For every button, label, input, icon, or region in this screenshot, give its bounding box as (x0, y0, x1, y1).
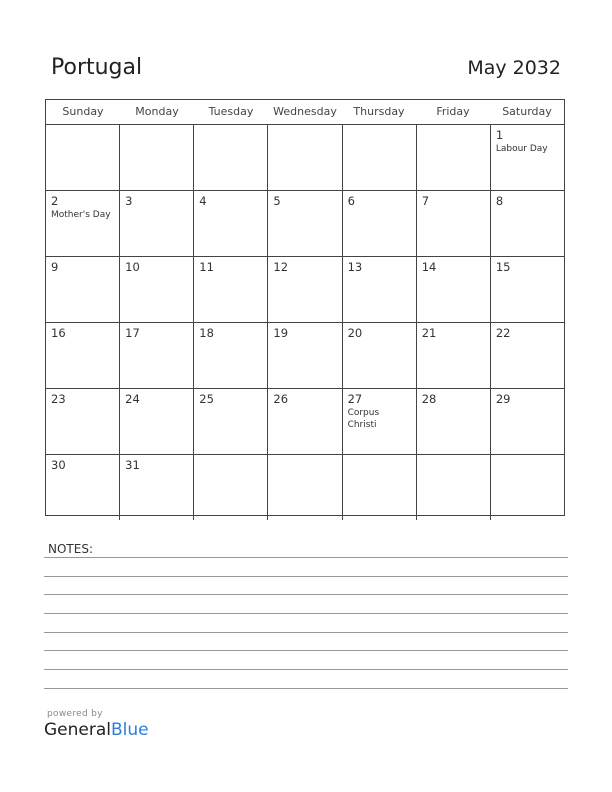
week-row (46, 455, 564, 520)
country-title: Portugal (51, 55, 143, 80)
day-cell (120, 455, 194, 520)
day-number: 13 (347, 260, 363, 274)
day-number: 4 (199, 194, 207, 208)
day-number: 30 (51, 458, 66, 472)
day-cell (268, 191, 342, 256)
day-cell (343, 323, 417, 388)
day-cell (194, 125, 268, 190)
day-number: 3 (125, 194, 133, 208)
day-number: 11 (199, 260, 214, 274)
day-number: 10 (125, 260, 140, 274)
weekday-label: Monday (135, 105, 179, 118)
weekday-label: Friday (436, 105, 470, 118)
day-cell (268, 323, 342, 388)
day-number: 22 (495, 326, 511, 340)
day-cell (46, 389, 120, 454)
week-row (46, 389, 564, 455)
note-line (44, 594, 568, 595)
day-cell (343, 257, 417, 322)
week-row (46, 257, 564, 323)
day-cell (46, 455, 120, 520)
day-cell (343, 455, 417, 520)
day-cell (120, 191, 194, 256)
day-cell (417, 257, 491, 322)
day-cell (343, 191, 417, 256)
day-number: 23 (51, 392, 66, 406)
notes-label: NOTES: (48, 542, 93, 556)
day-cell (268, 389, 342, 454)
day-number: 8 (495, 194, 504, 208)
note-line (44, 688, 568, 689)
note-line (44, 650, 568, 651)
day-cell (491, 125, 564, 190)
brand-name-part1: General (44, 720, 111, 740)
day-cell (417, 323, 491, 388)
day-number: 16 (51, 326, 66, 340)
weekday-label: Saturday (502, 105, 552, 118)
day-cell (194, 455, 268, 520)
holiday-label: Mother's Day (51, 210, 111, 220)
day-cell (491, 191, 564, 256)
day-number: 5 (273, 194, 281, 208)
day-number: 27 (347, 392, 363, 406)
day-cell (417, 125, 491, 190)
week-row (46, 191, 564, 257)
day-cell (268, 257, 342, 322)
day-cell (46, 125, 120, 190)
day-number: 28 (421, 392, 437, 406)
day-cell (268, 125, 342, 190)
day-cell (120, 257, 194, 322)
weekday-label: Wednesday (273, 105, 337, 118)
day-cell (491, 389, 564, 454)
day-number: 1 (495, 128, 504, 142)
day-cell (343, 125, 417, 190)
day-number: 12 (273, 260, 289, 274)
day-number: 18 (199, 326, 214, 340)
weekday-label: Thursday (353, 105, 405, 118)
note-line (44, 632, 568, 633)
day-cell (46, 323, 120, 388)
day-cell (46, 257, 120, 322)
brand-logo (44, 720, 149, 740)
day-cell (194, 257, 268, 322)
day-number: 25 (199, 392, 214, 406)
day-cell (417, 191, 491, 256)
day-cell (268, 455, 342, 520)
brand-name-part2: Blue (111, 720, 149, 740)
day-number: 9 (51, 260, 59, 274)
powered-by-text: powered by (47, 709, 103, 719)
week-row (46, 323, 564, 389)
weekday-label: Tuesday (208, 105, 254, 118)
day-number: 2 (51, 194, 59, 208)
day-cell (194, 389, 268, 454)
day-number: 29 (495, 392, 511, 406)
day-cell (120, 389, 194, 454)
day-number: 20 (347, 326, 363, 340)
day-number: 7 (421, 194, 430, 208)
day-number: 31 (125, 458, 140, 472)
month-year-title: May 2032 (467, 57, 561, 79)
holiday-label: Labour Day (495, 144, 548, 154)
day-number: 15 (495, 260, 511, 274)
day-number: 17 (125, 326, 140, 340)
day-number: 21 (421, 326, 437, 340)
day-cell (491, 323, 564, 388)
note-line (44, 613, 568, 614)
weeks-container (46, 125, 564, 520)
weekday-header-row (46, 100, 564, 125)
day-number: 14 (421, 260, 437, 274)
day-number: 6 (347, 194, 355, 208)
weekday-label: Sunday (62, 105, 104, 118)
day-cell (343, 389, 417, 454)
note-line (44, 576, 568, 577)
week-row (46, 125, 564, 191)
holiday-label: Corpus Christi (347, 408, 380, 430)
day-number: 26 (273, 392, 289, 406)
day-cell (46, 191, 120, 256)
day-cell (194, 191, 268, 256)
day-cell (417, 389, 491, 454)
day-cell (194, 323, 268, 388)
day-number: 24 (125, 392, 140, 406)
calendar-grid (45, 99, 565, 516)
note-line (44, 669, 568, 670)
day-cell (120, 125, 194, 190)
day-cell (417, 455, 491, 520)
day-cell (120, 323, 194, 388)
day-cell (491, 455, 564, 520)
note-line (44, 557, 568, 558)
day-cell (491, 257, 564, 322)
day-number: 19 (273, 326, 289, 340)
